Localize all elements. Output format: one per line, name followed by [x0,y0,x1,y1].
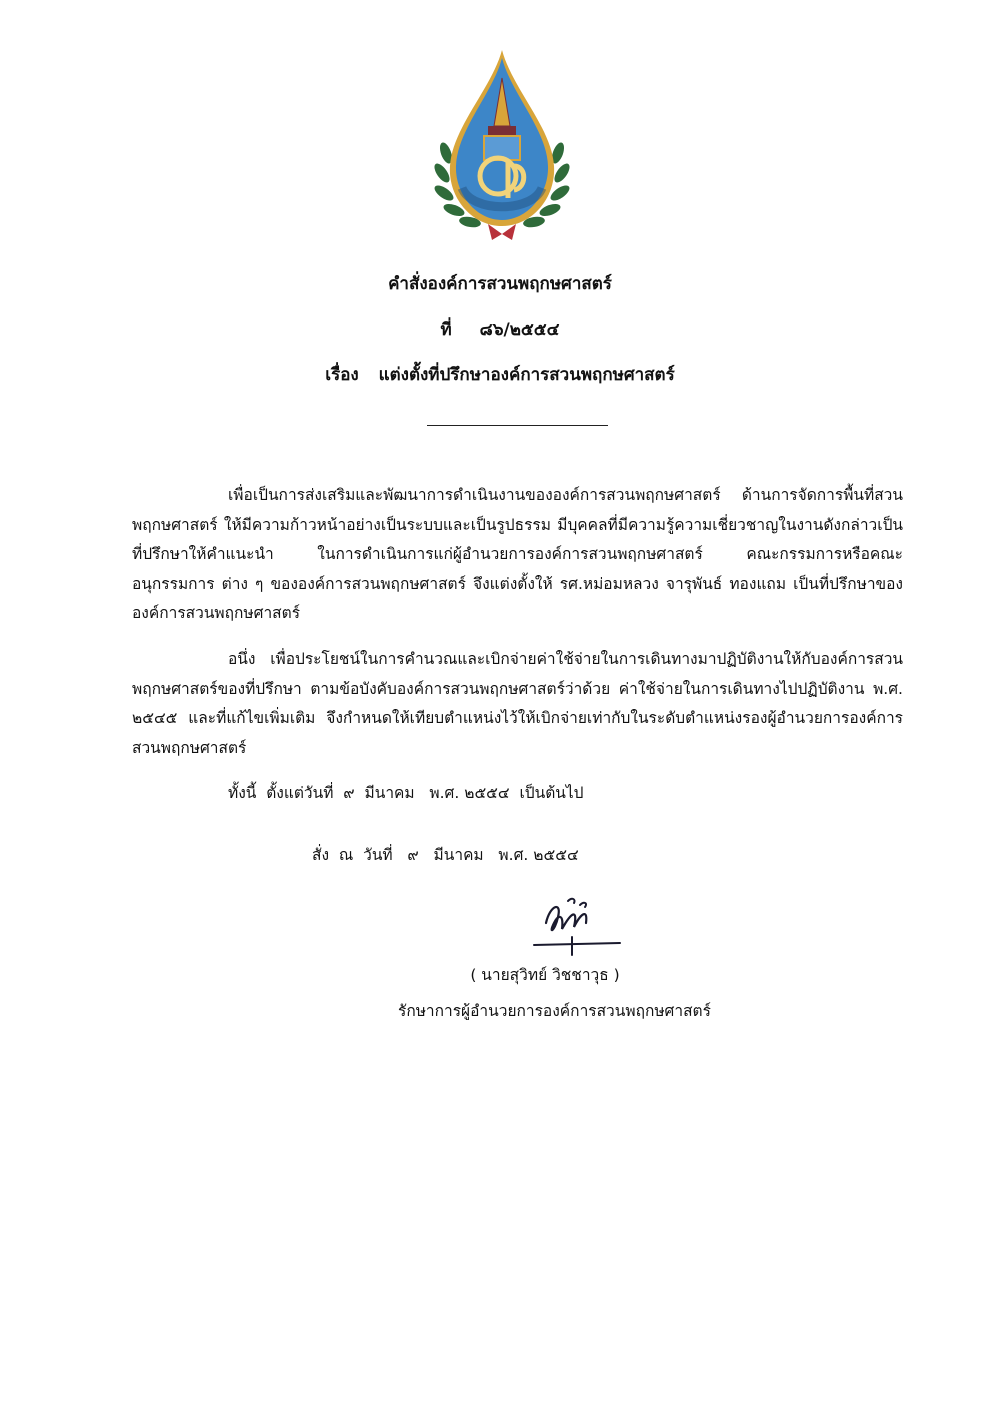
organization-seal-logo [432,48,572,244]
subject-label: เรื่อง [325,365,359,385]
body-paragraph-1 [132,481,903,629]
order-number-line [0,316,1000,343]
effective-date-line: ทั้งนี้ ตั้งแต่วันที่ ๙ มีนาคม พ.ศ. ๒๕๕๔ เป็นต้นไป [228,784,584,802]
document-title: คำสั่งองค์การสวนพฤกษศาสตร์ [388,274,612,294]
subject-line [0,361,1000,388]
order-date-line: สั่ง ณ วันที่ ๙ มีนาคม พ.ศ. ๒๕๕๔ [312,846,579,864]
paragraph-1-text: เพื่อเป็นการส่งเสริมและพัฒนาการดำเนินงานขององค์การสวนพฤกษศาสตร์ ด้านการจัดการพื้นที่สวนพฤกษศาสตร์ ให้มีความก้าวหน้าอย่างเป็นระบบและเป็นรูปธรรม มีบุคคลที่มีความรู้ความเชี่ยวชาญในงานดังกล่าวเป็นที่ปรึกษาให้คำแนะนำ ในการดำเนินการแก่ผู้อำนวยการองค์การสวนพฤกษศาสตร์ คณะกรรมการหรือคณะอนุกรรมการ ต่าง ๆ ขององค์การสวนพฤกษศาสตร์ จึงแต่งตั้งให้ รศ.หม่อมหลวง จารุพันธ์ ทองแถม เป็นที่ปรึกษาขององค์การสวนพฤกษศาสตร์ [132,486,903,622]
handwritten-signature [528,893,628,963]
order-number-label: ที่ [440,320,452,340]
signer-name: ( นายสุวิทย์ วิชชาวุธ ) [470,966,620,984]
title-divider [427,425,608,426]
paragraph-2-text: อนึ่ง เพื่อประโยชน์ในการคำนวณและเบิกจ่ายค่าใช้จ่ายในการเดินทางมาปฏิบัติงานให้กับองค์การสวนพฤกษศาสตร์ของที่ปรึกษา ตามข้อบังคับองค์การสวนพฤกษศาสตร์ว่าด้วย ค่าใช้จ่ายในการเดินทางไปปฏิบัติงาน พ.ศ. ๒๕๔๕ และที่แก้ไขเพิ่มเติม จึงกำหนดให้เทียบตำแหน่งไว้ให้เบิกจ่ายเท่ากับในระดับตำแหน่งรองผู้อำนวยการองค์การสวนพฤกษศาสตร์ [132,650,903,757]
order-number-value: ๘๖/๒๕๕๔ [479,320,560,340]
signer-title: รักษาการผู้อำนวยการองค์การสวนพฤกษศาสตร์ [398,1002,711,1020]
body-paragraph-2 [132,645,903,763]
subject-value: แต่งตั้งที่ปรึกษาองค์การสวนพฤกษศาสตร์ [378,365,675,385]
